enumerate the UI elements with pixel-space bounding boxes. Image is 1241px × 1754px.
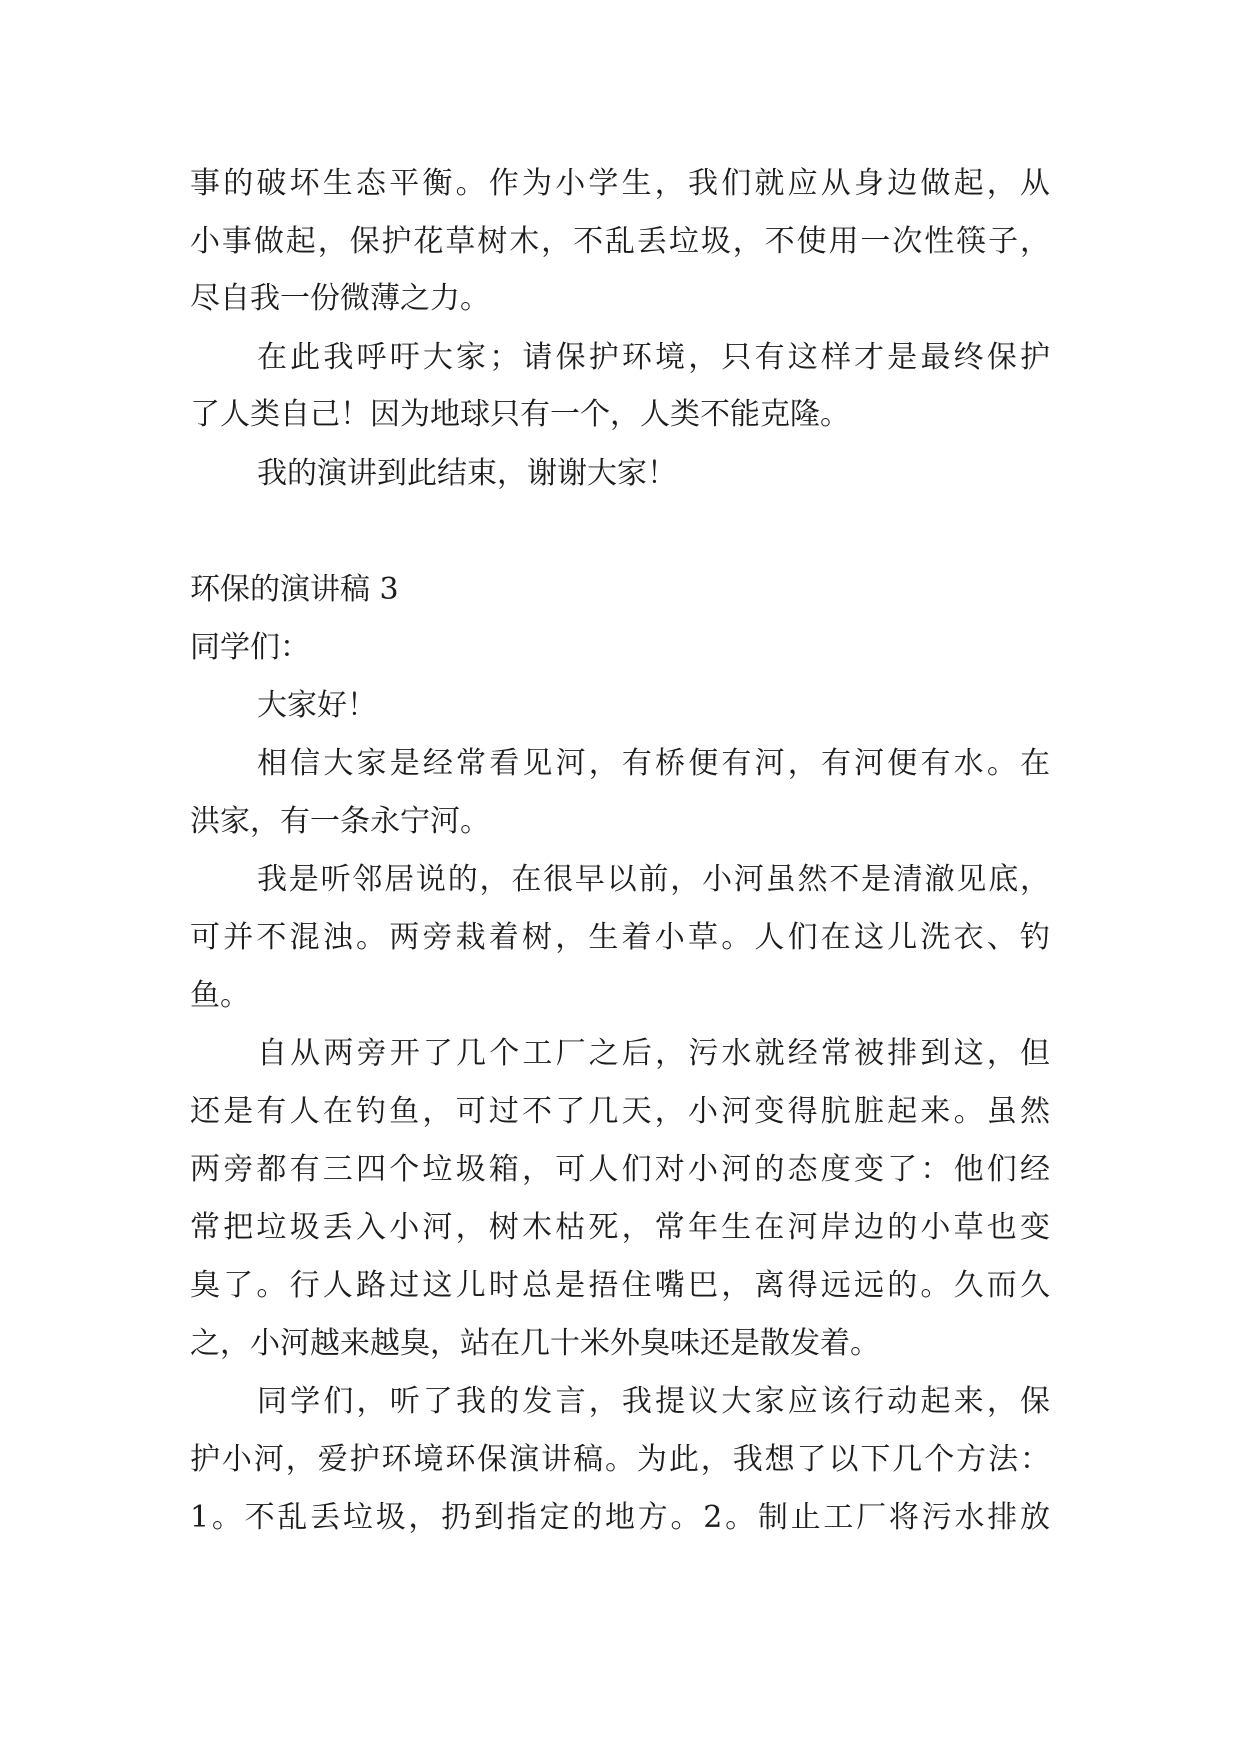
- paragraph-line: 了人类自己！因为地球只有一个，人类不能克隆。: [190, 397, 850, 432]
- salutation: 同学们：: [190, 630, 310, 665]
- paragraph-line: 鱼。: [190, 978, 250, 1013]
- paragraph-line: 常把垃圾丢入小河，树木枯死，常年生在河岸边的小草也变: [190, 1210, 1050, 1245]
- paragraph-line: 之，小河越来越臭，站在几十米外臭味还是散发着。: [190, 1326, 880, 1361]
- greeting: 大家好！: [257, 688, 377, 723]
- paragraph-line: 我的演讲到此结束，谢谢大家！: [257, 456, 677, 491]
- paragraph-line: 还是有人在钓鱼，可过不了几天，小河变得肮脏起来。虽然: [190, 1094, 1050, 1129]
- paragraph-line: 尽自我一份微薄之力。: [190, 281, 490, 316]
- paragraph-line: 两旁都有三四个垃圾箱，可人们对小河的态度变了：他们经: [190, 1152, 1050, 1187]
- paragraph-line: 可并不混浊。两旁栽着树，生着小草。人们在这儿洗衣、钓: [190, 920, 1050, 955]
- paragraph-line: 相信大家是经常看见河，有桥便有河，有河便有水。在: [257, 746, 1050, 781]
- paragraph-line: 自从两旁开了几个工厂之后，污水就经常被排到这，但: [257, 1036, 1050, 1071]
- paragraph-line: 同学们，听了我的发言，我提议大家应该行动起来，保: [257, 1384, 1050, 1419]
- paragraph-line: 臭了。行人路过这儿时总是捂住嘴巴，离得远远的。久而久: [190, 1268, 1050, 1303]
- paragraph-line: 事的破坏生态平衡。作为小学生，我们就应从身边做起，从: [190, 166, 1050, 201]
- paragraph-line: 小事做起，保护花草树木，不乱丢垃圾，不使用一次性筷子，: [190, 224, 1050, 259]
- paragraph-line: 1。不乱丢垃圾，扔到指定的地方。2。制止工厂将污水排放: [190, 1500, 1050, 1535]
- paragraph-line: 我是听邻居说的，在很早以前，小河虽然不是清澈见底，: [257, 862, 1050, 897]
- paragraph-line: 在此我呼吁大家；请保护环境，只有这样才是最终保护: [257, 340, 1050, 375]
- paragraph-line: 洪家，有一条永宁河。: [190, 804, 490, 839]
- section-title: 环保的演讲稿 3: [190, 572, 399, 607]
- paragraph-line: 护小河，爱护环境环保演讲稿。为此，我想了以下几个方法：: [190, 1442, 1050, 1477]
